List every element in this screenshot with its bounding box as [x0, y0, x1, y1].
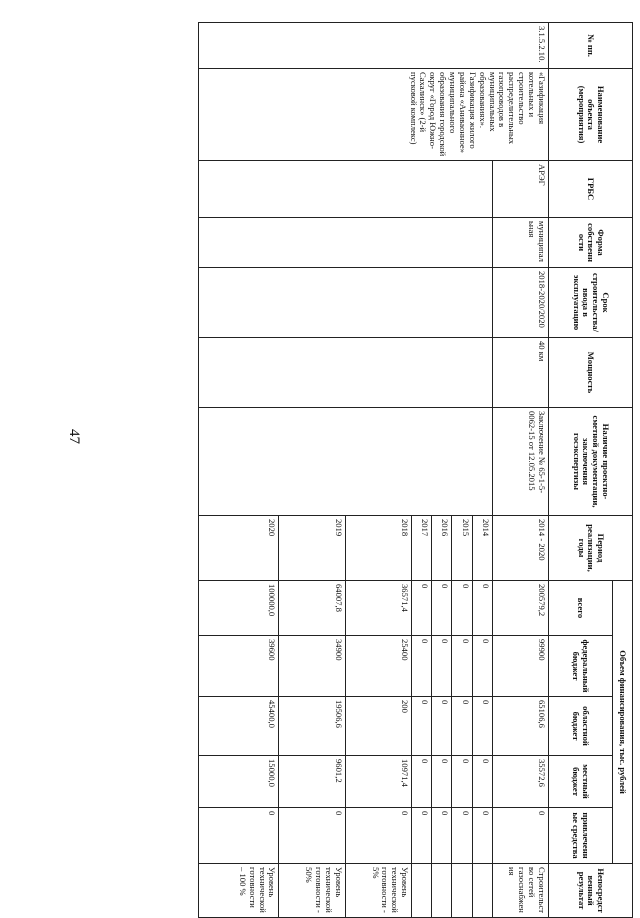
attracted-cell: 0 [199, 808, 280, 864]
result-cell: Уровень технической готовности - 5% [345, 864, 411, 918]
local-cell: 0 [452, 756, 472, 808]
total-cell: 36571,4 [345, 581, 411, 636]
regional-cell: 0 [432, 697, 452, 756]
funding-table [198, 22, 633, 918]
attracted-cell: 0 [412, 808, 432, 864]
regional-cell: 200 [345, 697, 411, 756]
header-regional: областной бюджет [549, 697, 613, 756]
header-num: № пп. [549, 23, 633, 69]
result-cell [412, 864, 432, 918]
total-cell: 100000,0 [199, 581, 280, 636]
local-cell: 9601,2 [279, 756, 345, 808]
local-cell: 0 [432, 756, 452, 808]
federal-cell: 99900 [492, 636, 548, 697]
federal-cell: 0 [412, 636, 432, 697]
attracted-cell: 0 [472, 808, 492, 864]
period-cell: 2015 [452, 516, 472, 581]
local-cell: 35572,6 [492, 756, 548, 808]
period-cell: 2020 [199, 516, 280, 581]
local-cell: 0 [412, 756, 432, 808]
row-psd: Заключение № 65-1-5-0062-15 от 12.05.2015 [492, 408, 548, 516]
row-num: 3.1.5.2.10. [199, 23, 549, 69]
federal-cell: 0 [452, 636, 472, 697]
federal-cell: 39600 [199, 636, 280, 697]
rotated-table-container [198, 22, 633, 914]
header-local: местный бюджет [549, 756, 613, 808]
row-ownership: муниципальная [492, 218, 548, 268]
psd-blank [199, 408, 493, 516]
header-name: Наименование объекта (мероприятия) [549, 69, 633, 161]
regional-cell: 19506,6 [279, 697, 345, 756]
regional-cell: 0 [412, 697, 432, 756]
header-grbs: ГРБС [549, 161, 633, 218]
header-federal: федеральный бюджет [549, 636, 613, 697]
total-cell: 0 [412, 581, 432, 636]
federal-cell: 25400 [345, 636, 411, 697]
total-cell: 64007,8 [279, 581, 345, 636]
total-cell: 0 [432, 581, 452, 636]
header-attracted: привлеченные средства [549, 808, 613, 864]
total-cell: 200579,2 [492, 581, 548, 636]
period-cell: 2018 [345, 516, 411, 581]
result-cell [432, 864, 452, 918]
page-number: 47 [66, 429, 82, 444]
regional-cell: 45400,0 [199, 697, 280, 756]
period-cell: 2016 [432, 516, 452, 581]
header-psd: Наличие проектно-сметной документации, заключения госэкспертизы [549, 408, 633, 516]
regional-cell: 65106,6 [492, 697, 548, 756]
regional-cell: 0 [452, 697, 472, 756]
local-cell: 10971,4 [345, 756, 411, 808]
period-cell: 2019 [279, 516, 345, 581]
period-cell: 2014 - 2020 [492, 516, 548, 581]
attracted-cell: 0 [432, 808, 452, 864]
attracted-cell: 0 [452, 808, 472, 864]
grbs-blank [199, 161, 493, 218]
row-name: «Газификация котельных и строительство распределительных газопроводов в муниципальных образованиях». Газификация жилого района «Аниваонное» муниципального образования городской округ «Город Южно-Сахалинск» (2-й пусковой комплекс) [199, 69, 549, 161]
local-cell: 0 [472, 756, 492, 808]
capacity-blank [199, 338, 493, 408]
attracted-cell: 0 [279, 808, 345, 864]
header-funding: Объем финансирования, тыс. рублей [613, 581, 633, 864]
total-cell: 0 [472, 581, 492, 636]
period-cell: 2014 [472, 516, 492, 581]
federal-cell: 34900 [279, 636, 345, 697]
row-grbs: АРЭГ [492, 161, 548, 218]
attracted-cell: 0 [492, 808, 548, 864]
term-blank [199, 268, 493, 338]
local-cell: 15000,0 [199, 756, 280, 808]
result-cell [452, 864, 472, 918]
header-term: Срок строительства/ввода в эксплуатацию [549, 268, 633, 338]
row-capacity: 40 км [492, 338, 548, 408]
result-cell: Уровень технической готовности – 100 % [199, 864, 280, 918]
result-cell: Уровень технической готовности - 50% [279, 864, 345, 918]
period-cell: 2017 [412, 516, 432, 581]
header-period: Период реализации, годы [549, 516, 633, 581]
row-term: 2018-2020/2020 [492, 268, 548, 338]
result-cell [472, 864, 492, 918]
federal-cell: 0 [432, 636, 452, 697]
total-cell: 0 [452, 581, 472, 636]
attracted-cell: 0 [345, 808, 411, 864]
ownership-blank [199, 218, 493, 268]
result-cell: Строительство сетей газоснабжения [492, 864, 548, 918]
table-row [492, 23, 548, 918]
header-total: всего [549, 581, 613, 636]
header-result: Непосредственный результат [549, 864, 633, 918]
header-ownership: Форма собственности [549, 218, 633, 268]
federal-cell: 0 [472, 636, 492, 697]
regional-cell: 0 [472, 697, 492, 756]
header-capacity: Мощность [549, 338, 633, 408]
